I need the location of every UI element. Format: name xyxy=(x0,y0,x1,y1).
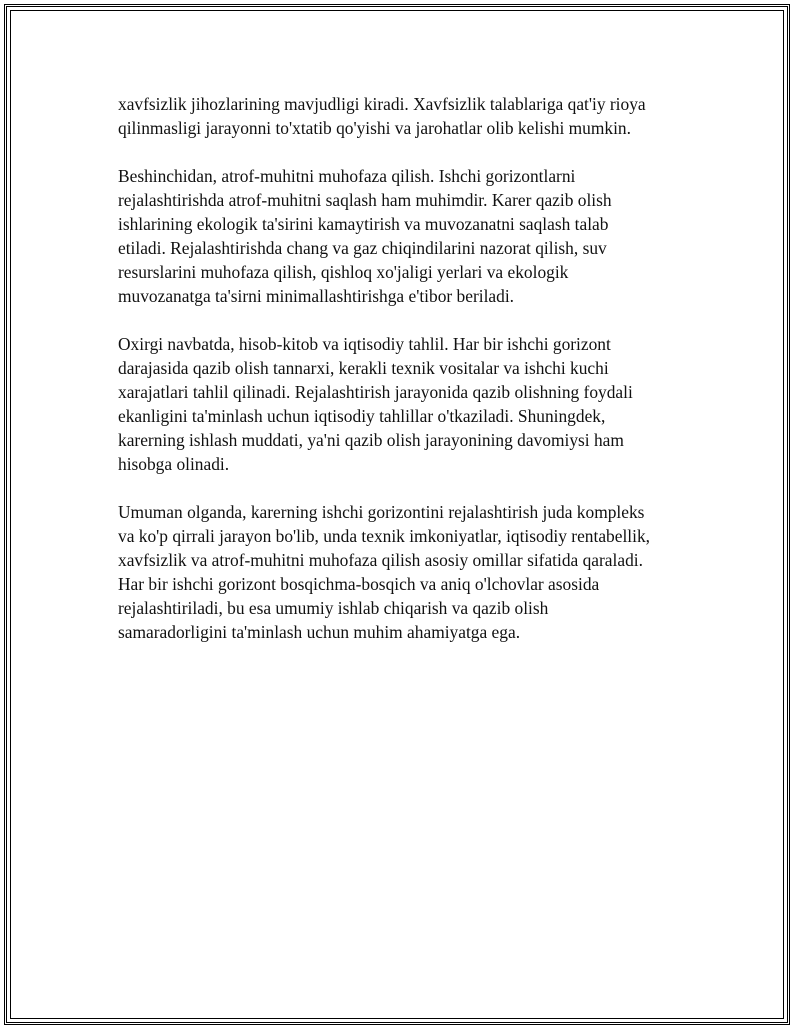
document-body xyxy=(118,92,688,668)
paragraph-environment xyxy=(118,164,688,308)
text-line: xarajatlari tahlil qilinadi. Rejalashtirish jarayonida qazib olishning foydali xyxy=(118,382,633,402)
text-line: resurslarini muhofaza qilish, qishloq xo'jaligi yerlari va ekologik xyxy=(118,262,569,282)
text-line: rejalashtirishda atrof-muhitni saqlash ham muhimdir. Karer qazib olish xyxy=(118,190,612,210)
text-line: ekanligini ta'minlash uchun iqtisodiy tahlillar o'tkaziladi. Shuningdek, xyxy=(118,406,606,426)
paragraph-safety-conclusion xyxy=(118,92,688,140)
text-line: ishlarining ekologik ta'sirini kamaytirish va muvozanatni saqlash talab xyxy=(118,214,609,234)
paragraph-economics xyxy=(118,332,688,476)
paragraph-summary xyxy=(118,500,688,644)
text-line: Beshinchidan, atrof-muhitni muhofaza qilish. Ishchi gorizontlarni xyxy=(118,166,576,186)
text-line: samaradorligini ta'minlash uchun muhim ahamiyatga ega. xyxy=(118,622,521,642)
text-line: darajasida qazib olish tannarxi, kerakli texnik vositalar va ishchi kuchi xyxy=(118,358,609,378)
text-line: Har bir ishchi gorizont bosqichma-bosqich va aniq o'lchovlar asosida xyxy=(118,574,600,594)
text-line: etiladi. Rejalashtirishda chang va gaz chiqindilarini nazorat qilish, suv xyxy=(118,238,607,258)
text-line: muvozanatga ta'sirni minimallashtirishga e'tibor beriladi. xyxy=(118,286,515,306)
text-line: Oxirgi navbatda, hisob-kitob va iqtisodiy tahlil. Har bir ishchi gorizont xyxy=(118,334,611,354)
text-line: va ko'p qirrali jarayon bo'lib, unda texnik imkoniyatlar, iqtisodiy rentabellik, xyxy=(118,526,651,546)
text-line: Umuman olganda, karerning ishchi gorizontini rejalashtirish juda kompleks xyxy=(118,502,645,522)
text-line: rejalashtiriladi, bu esa umumiy ishlab chiqarish va qazib olish xyxy=(118,598,549,618)
text-line: karerning ishlash muddati, ya'ni qazib olish jarayonining davomiysi ham xyxy=(118,430,624,450)
text-line: hisobga olinadi. xyxy=(118,454,230,474)
text-line: xavfsizlik va atrof-muhitni muhofaza qilish asosiy omillar sifatida qaraladi. xyxy=(118,550,643,570)
text-line: xavfsizlik jihozlarining mavjudligi kiradi. Xavfsizlik talablariga qat'iy rioya xyxy=(118,94,646,114)
text-line: qilinmasligi jarayonni to'xtatib qo'yishi va jarohatlar olib kelishi mumkin. xyxy=(118,118,631,138)
